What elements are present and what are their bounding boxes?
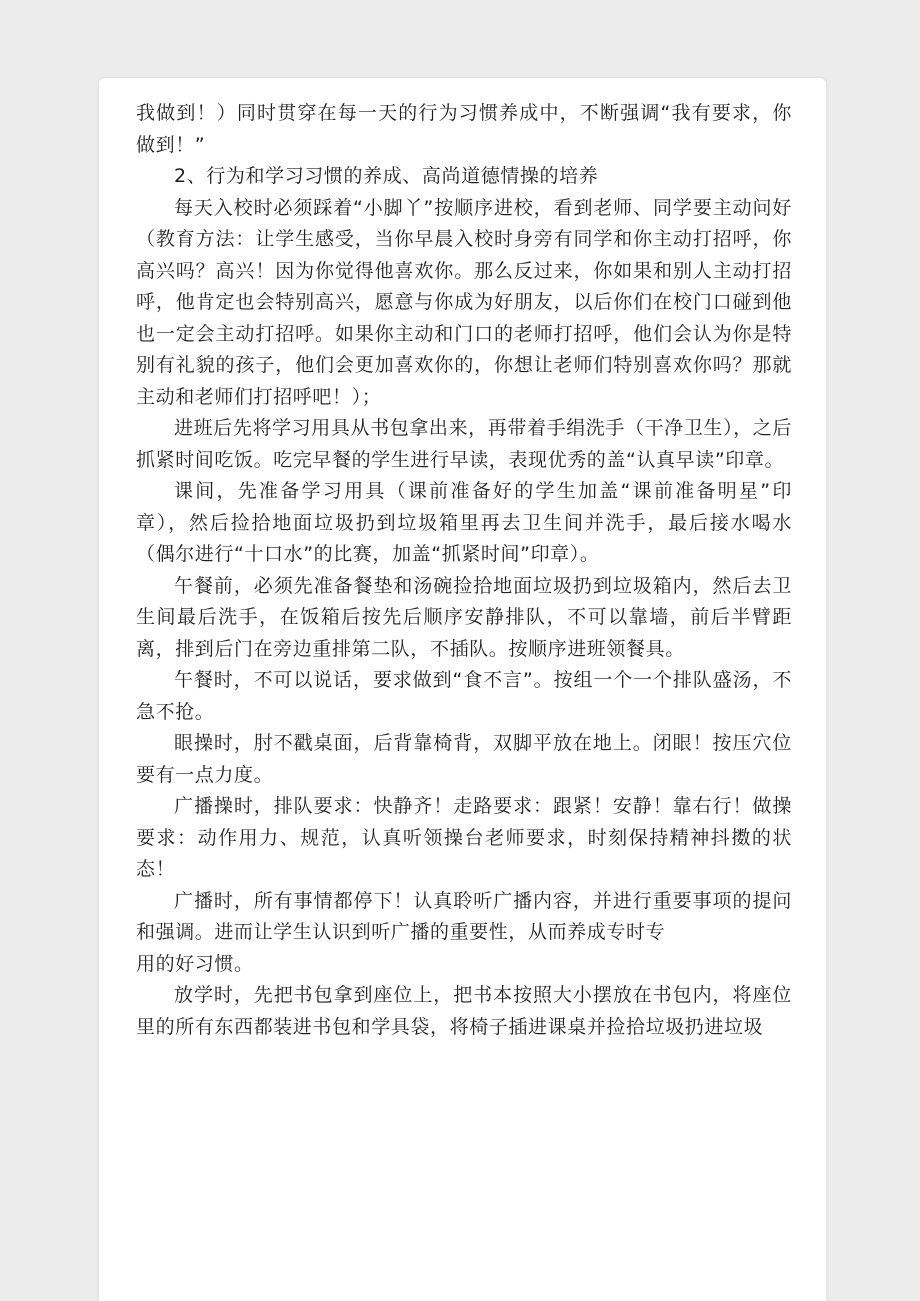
paragraph-broadcast-continued: 用的好习惯。 — [136, 952, 254, 975]
paragraph-broadcast: 广播时，所有事情都停下！认真聆听广播内容，并进行重要事项的提问和强调。进而让学生认识到听广播的重要性，从而养成专时专 — [136, 889, 792, 943]
paragraph-dismissal: 放学时，先把书包拿到座位上，把书本按照大小摆放在书包内，将座位里的所有东西都装进书包和学具袋，将椅子插进课桌并捡拾垃圾扔进垃圾 — [136, 984, 792, 1038]
paragraph-arrival: 每天入校时必须踩着“小脚丫”按顺序进校，看到老师、同学要主动问好（教育方法：让学生感受，当你早晨入校时身旁有同学和你主动打招呼，你高兴吗？高兴！因为你觉得他喜欢你。那么反过来，你如果和别人主动打招呼，他肯定也会特别高兴，愿意与你成为好朋友，以后你们在校门口碰到他也一定会主动打招呼。如果你主动和门口的老师打招呼，他们会认为你是特别有礼貌的孩子，他们会更加喜欢你的，你想让老师们特别喜欢你吗？那就主动和老师们打招呼吧！）； — [136, 196, 792, 408]
paragraph-lunch: 午餐时，不可以说话，要求做到“食不言”。按组一个一个排队盛汤，不急不抢。 — [136, 669, 792, 723]
paragraph-break-time: 课间，先准备学习用具（课前准备好的学生加盖“课前准备明星”印章），然后捡拾地面垃圾扔到垃圾箱里再去卫生间并洗手，最后接水喝水（偶尔进行“十口水”的比赛，加盖“抓紧时间”印章）。 — [136, 480, 792, 565]
paragraph-before-lunch: 午餐前，必须先准备餐垫和汤碗捡拾地面垃圾扔到垃圾箱内，然后去卫生间最后洗手，在饭箱后按先后顺序安静排队，不可以靠墙，前后半臂距离，排到后门在旁边重排第二队，不插队。按顺序进班领餐具。 — [136, 574, 792, 660]
section-heading-2: 2、行为和学习习惯的养成、高尚道德情操的培养 — [174, 165, 599, 187]
document-page — [99, 78, 826, 1301]
paragraph-intro-continued: 我做到！）同时贯穿在每一天的行为习惯养成中，不断强调“我有要求，你做到！” — [136, 102, 792, 156]
paragraph-classroom-entry: 进班后先将学习用具从书包拿出来，再带着手绢洗手（干净卫生），之后抓紧时间吃饭。吃完早餐的学生进行早读，表现优秀的盖“认真早读”印章。 — [136, 417, 792, 471]
paragraph-eye-exercise: 眼操时，肘不戳桌面，后背靠椅背，双脚平放在地上。闭眼！按压穴位要有一点力度。 — [136, 732, 792, 786]
paragraph-broadcast-exercise: 广播操时，排队要求：快静齐！走路要求：跟紧！安静！靠右行！做操要求：动作用力、规范，认真听领操台老师要求，时刻保持精神抖擞的状态！ — [136, 795, 792, 880]
document-body — [136, 98, 792, 1043]
